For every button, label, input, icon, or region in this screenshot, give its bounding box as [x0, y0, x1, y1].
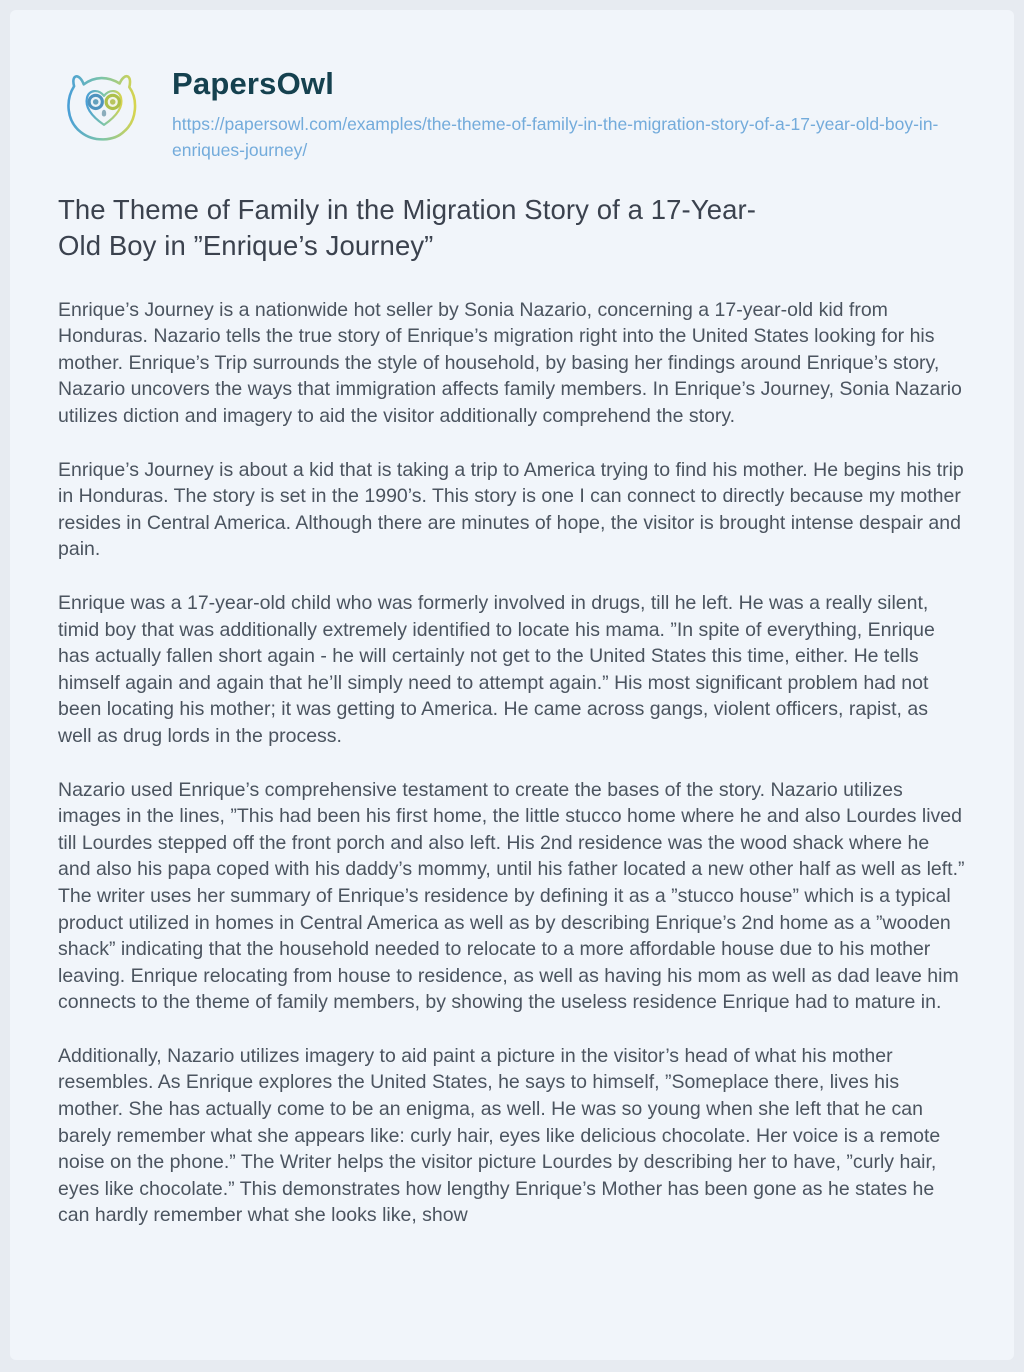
essay-paragraph-3: Enrique was a 17-year-old child who was formerly involved in drugs, till he left. He was a really silent, timid boy that was additionally extremely identified to locate his mama. ”In spite of everything, Enrique has actually fallen short again - he will certainly not get to the United States this time, either. He tells himself again and again that he’ll simply need to attempt again.” His most significant problem had not been locating his mother; it was getting to America. He came across gangs, violent officers, rapist, as well as drug lords in the process.: [58, 591, 935, 747]
essay-paragraph-2: Enrique’s Journey is about a kid that is taking a trip to America trying to find his mother. He begins his trip in Honduras. The story is set in the 1990’s. This story is one I can connect to directly because my mother resides in Central America. Although there are minutes of hope, the visitor is brought intense despair and pain.: [58, 458, 964, 561]
essay-page-card: [10, 10, 1014, 1360]
page-header: [58, 60, 966, 164]
essay-paragraph-1: Enrique’s Journey is a nationwide hot seller by Sonia Nazario, concerning a 17-year-old kid from Honduras. Nazario tells the true story of Enrique’s migration right into the United States looking for his mother. Enrique’s Trip surrounds the style of household, by basing her findings around Enrique’s story, Nazario uncovers the ways that immigration affects family members. In Enrique’s Journey, Sonia Nazario utilizes diction and imagery to aid the visitor additionally comprehend the story.: [58, 298, 962, 427]
brand-name: PapersOwl: [172, 66, 335, 101]
essay-title: The Theme of Family in the Migration Story of a 17-Year-Old Boy in ”Enrique’s Journey”: [58, 193, 757, 262]
papersowl-owl-logo-icon: [58, 62, 150, 162]
essay-body: [58, 297, 966, 1229]
essay-paragraph-4: Nazario used Enrique’s comprehensive testament to create the bases of the story. Nazario utilizes images in the lines, ”This had been his first home, the little stucco home where he and also Lourdes lived till Lourdes stepped off the front porch and also left. His 2nd residence was the wood shack where he and also his papa coped with his daddy’s mommy, until his father located a new other half as well as left.” The writer uses her summary of Enrique’s residence by defining it as a ”stucco house” which is a typical product utilized in homes in Central America as well as by describing Enrique’s 2nd home as a ”wooden shack” indicating that the household needed to relocate to a more affordable house due to his mother leaving. Enrique relocating from house to residence, as well as having his mom as well as dad leave him connects to the theme of family members, by showing the useless residence Enrique had to mature in.: [58, 778, 965, 1014]
brand-block: [172, 60, 966, 164]
essay-paragraph-5: Additionally, Nazario utilizes imagery to aid paint a picture in the visitor’s head of what his mother resembles. As Enrique explores the United States, he says to himself, ”Someplace there, lives his mother. She has actually come to be an enigma, as well. He was so young when she left that he can barely remember what she appears like: curly hair, eyes like delicious chocolate. Her voice is a remote noise on the phone.” The Writer helps the visitor picture Lourdes by describing her to have, ”curly hair, eyes like chocolate.” This demonstrates how lengthy Enrique’s Mother has been gone as he states he can hardly remember what she looks like, show: [58, 1044, 941, 1227]
source-url-link[interactable]: https://papersowl.com/examples/the-theme-of-family-in-the-migration-story-of-a-17-year-old-boy-in-enriques-journey/: [172, 114, 939, 161]
